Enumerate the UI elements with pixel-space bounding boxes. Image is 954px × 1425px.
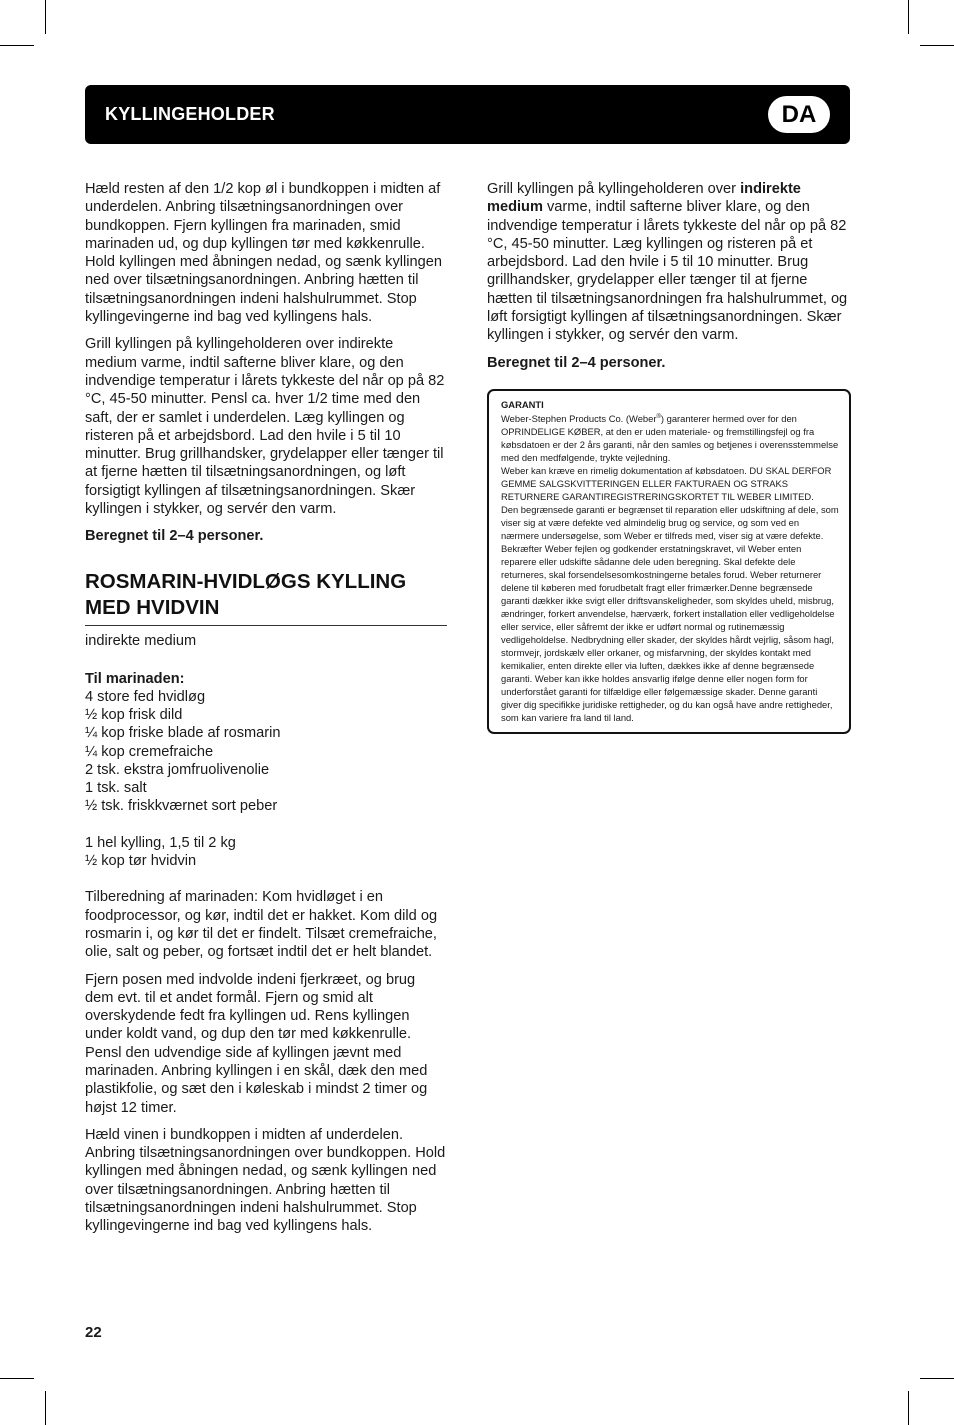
- crop-mark: [45, 0, 46, 34]
- serves-note: Beregnet til 2–4 personer.: [487, 354, 666, 371]
- paragraph: Grill kyllingen på kyllingeholderen over indirekte medium varme, indtil safterne bliver klare, og den indvendige temperatur i lårets tykkeste del når op på 82 °C, 45-50 minutter. Pensl ca. hver 1/2 time med den saft, der er samlet i underdelen. Læg kyllingen og risteren på et arbejdsbord. Lad den hvile i 5 til 10 minutter. Brug grillhandsker, grydelapper eller tænger til at fjerne hætten til tilsætningsanordningen, og løft forsigtigt kyllingen af tilsætningsanordningen. Skær kyllingen i stykker, og servér den varm.: [85, 336, 445, 518]
- paragraph: Tilberedning af marinaden: Kom hvidløget i en foodprocessor, og kør, indtil det er hakket. Kom dild og rosmarin i, og kør til det er findelt. Tilsæt cremefraiche, olie, salt og peber, og fortsæt indtil det er helt blandet.: [85, 889, 438, 961]
- warranty-paragraph: Weber kan kræve en rimelig dokumentation af købsdatoen. DU SKAL DERFOR GEMME SALGSKVITTERINGEN ELLER FAKTURAEN OG STRAKS RETURNERE GARANTIREGISTRERINGSKORTET TIL WEBER LIMITED.: [501, 465, 832, 503]
- list-item: ½ kop frisk dild: [85, 706, 183, 723]
- language-badge: DA: [768, 96, 830, 133]
- section-title: KYLLINGEHOLDER: [105, 104, 275, 124]
- paragraph: Grill kyllingen på kyllingeholderen over indirekte medium varme, indtil safterne bliver klare, og den indvendige temperatur i lårets tykkeste del når op på 82 °C, 45-50 minutter. Læg kyllingen og risteren på et arbejdsbord. Lad den hvile i 5 til 10 minutter. Brug grillhandsker, grydelapper eller tænger til at fjerne hætten til tilsætningsanordningen fra halshulrummet, og løft forsigtigt kyllingen af tilsætningsanordningen. Skær kyllingen i stykker, og servér den varm.: [487, 181, 848, 344]
- crop-mark: [45, 1391, 46, 1425]
- crop-mark: [920, 1378, 954, 1379]
- warranty-box: [487, 389, 851, 734]
- list-item: ¼ kop cremefraiche: [85, 743, 214, 760]
- warranty-paragraph: Den begrænsede garanti er begrænset til reparation eller udskiftning af dele, som viser sig at være defekte ved almindelig brug og service, og som ved en nærmere undersøgelse, som Weber er tilfreds med, viser sig at være defekte. Bekræfter Weber fejlen og godkender erstatningskravet, vil Weber enten reparere eller udskifte sådanne dele uden beregning. Skal defekte dele returneres, skal forsendelsesomkostningerne betales forud. Weber returnerer delene til køberen med forudbetalt fragt eller frimærker.Denne begrænsede garanti dækker ikke svigt eller driftsvanskeligheder, som skyldes uheld, misbrug, ændringer, forkert anvendelse, hærværk, forkert installation eller vedligeholdelse eller service, eller såfremt der ikke er udført normal og rutinemæssig vedligeholdelse. Nedbrydning eller skader, der skyldes hårdt vejrlig, såsom hagl, stormvejr, jordskælv eller orkaner, og misfarvning, der skyldes kontakt med kemikalier, enten direkte eller via luften, dækkes ikke af denne begrænsede garanti. Weber kan ikke holdes ansvarlig ifølge denne eller nogen form for underforstået garanti for tilfældige eller følgemæssige skader. Denne garanti giver dig specifikke juridiske rettigheder, og du kan også have andre rettigheder, som kan variere fra land til land.: [501, 504, 839, 724]
- marinade-list: [85, 688, 447, 816]
- paragraph: Hæld resten af den 1/2 kop øl i bundkoppen i midten af underdelen. Anbring tilsætningsanordningen over bundkoppen. Fjern kyllingen fra marinaden, smid marinaden ud, og dup kyllingen tør med køkkenrulle. Hold kyllingen med åbningen nedad, og sænk kyllingen ned over tilsætningsanordningen. Anbring hætten til tilsætningsanordningen indeni halshulrummet. Stop kyllingevingerne ind bag ved kyllingens hals.: [85, 181, 442, 326]
- list-item: 4 store fed hvidløg: [85, 688, 206, 705]
- ingredient-list: [85, 834, 447, 871]
- recipe-title: ROSMARIN-HVIDLØGS KYLLING MED HVIDVIN: [85, 569, 447, 626]
- crop-mark: [0, 1378, 34, 1379]
- left-column: [85, 180, 447, 1245]
- list-item: ¼ kop friske blade af rosmarin: [85, 725, 281, 742]
- bold-text: indirekte medium: [487, 181, 801, 216]
- list-item: ½ tsk. friskkværnet sort peber: [85, 798, 278, 815]
- warranty-paragraph: Weber-Stephen Products Co. (Weber®) garanterer hermed over for den OPRINDELIGE KØBER, at den er uden materiale- og fremstillingsfejl og fra købsdatoen er der 2 års garanti, når den samles og betjenes i overensstemmelse med den medfølgende, trykte vejledning.: [501, 413, 839, 464]
- section-header: [85, 85, 850, 144]
- crop-mark: [0, 45, 34, 46]
- cooking-method: indirekte medium: [85, 632, 197, 649]
- list-item: 1 tsk. salt: [85, 780, 147, 797]
- right-column: [487, 180, 849, 381]
- marinade-title: Til marinaden:: [85, 670, 185, 687]
- serves-note: Beregnet til 2–4 personer.: [85, 528, 264, 545]
- paragraph: Hæld vinen i bundkoppen i midten af underdelen. Anbring tilsætningsanordningen over bundkoppen. Hold kyllingen med åbningen nedad, og sænk kyllingen ned over tilsætningsanordningen. Anbring hætten til tilsætningsanordningen indeni halshulrummet. Stop kyllingevingerne ind bag ved kyllingens hals.: [85, 1126, 446, 1235]
- crop-mark: [920, 45, 954, 46]
- warranty-title: GARANTI: [501, 399, 544, 410]
- paragraph: Fjern posen med indvolde indeni fjerkræet, og brug dem evt. til et andet formål. Fjern og smid alt overskydende fedt fra kyllingen ud. Rens kyllingen under koldt vand, og dup den tør med køkkenrulle. Pensl den udvendige side af kyllingen jævnt med marinaden. Anbring kyllingen i en skål, dæk den med plastikfolie, og sæt den i køleskab i mindst 2 timer og højst 12 timer.: [85, 971, 428, 1116]
- crop-mark: [908, 1391, 909, 1425]
- list-item: ½ kop tør hvidvin: [85, 853, 197, 870]
- list-item: 1 hel kylling, 1,5 til 2 kg: [85, 834, 236, 851]
- page-number: 22: [85, 1324, 102, 1341]
- crop-mark: [908, 0, 909, 34]
- list-item: 2 tsk. ekstra jomfruolivenolie: [85, 761, 270, 778]
